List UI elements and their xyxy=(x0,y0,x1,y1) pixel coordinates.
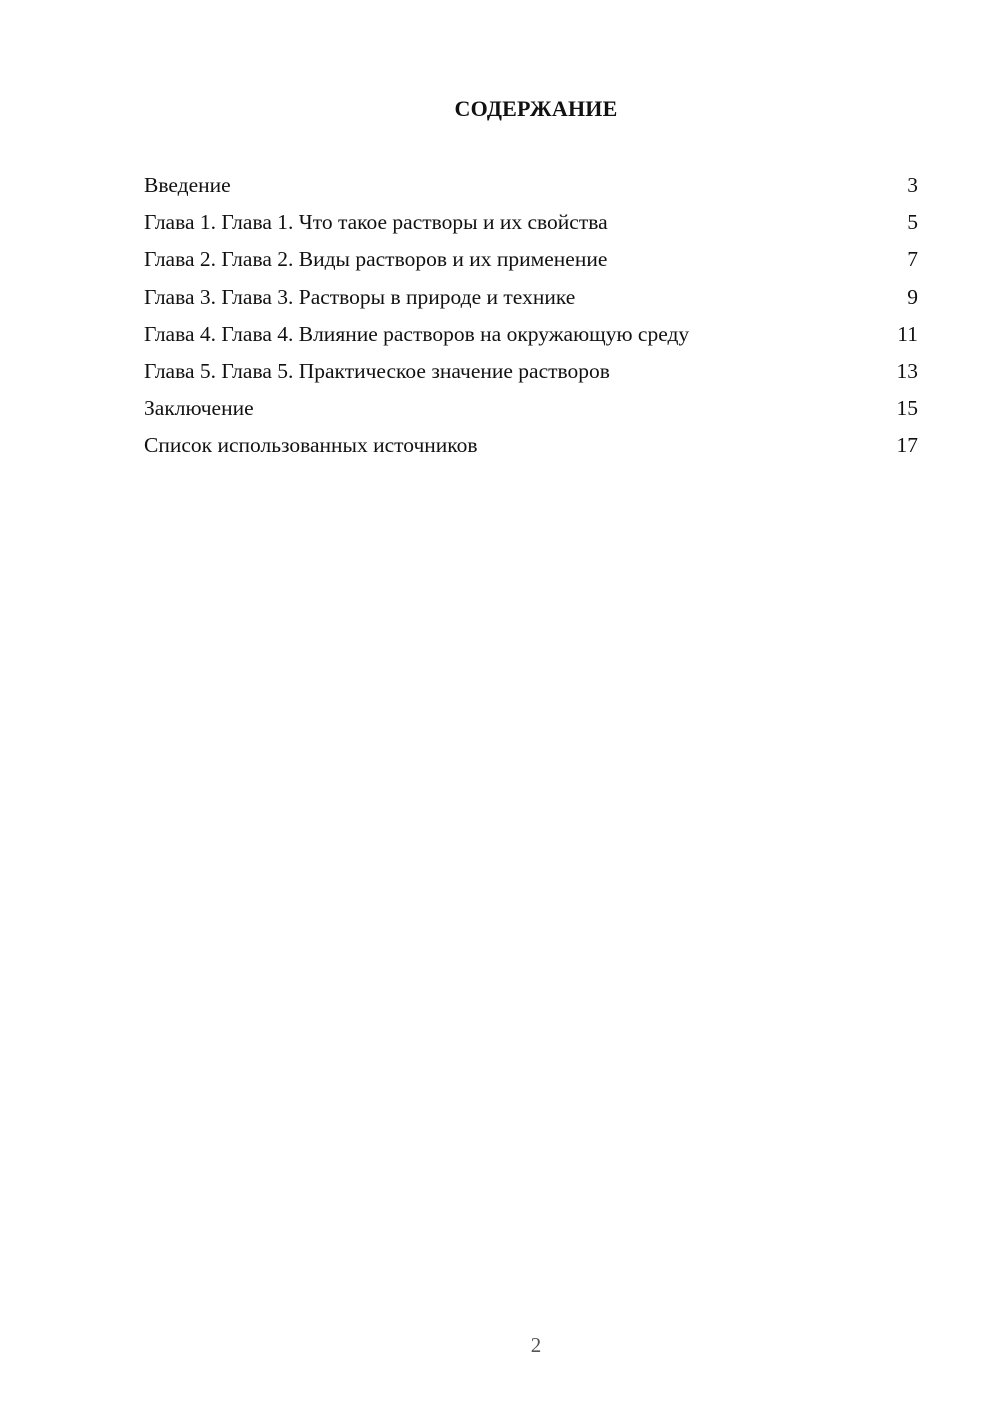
toc-title: СОДЕРЖАНИЕ xyxy=(454,96,618,121)
toc-entry-label: Список использованных источников xyxy=(144,433,478,458)
page-number: 2 xyxy=(530,1333,542,1357)
toc-entry-page: 3 xyxy=(907,173,918,197)
toc-entry-chapter-2 xyxy=(144,244,918,281)
toc-entry-label: Глава 4. Глава 4. Влияние растворов на окружающую среду xyxy=(144,321,690,346)
toc-entry-conclusion xyxy=(144,393,918,430)
toc-entry-label: Глава 1. Глава 1. Что такое растворы и их свойства xyxy=(144,210,608,235)
toc-entry-page: 11 xyxy=(897,321,918,346)
toc-entry-chapter-5 xyxy=(144,356,918,393)
toc-entry-page: 7 xyxy=(907,247,918,272)
toc-entry-label: Глава 3. Глава 3. Растворы в природе и технике xyxy=(144,284,576,309)
toc-entry-introduction xyxy=(144,170,918,207)
table-of-contents xyxy=(144,170,918,468)
toc-entry-page: 9 xyxy=(907,284,918,309)
toc-entry-references xyxy=(144,430,918,467)
toc-entry-chapter-3 xyxy=(144,282,918,319)
toc-entry-label: Заключение xyxy=(144,396,254,421)
toc-entry-chapter-1 xyxy=(144,207,918,244)
toc-entry-label: Введение xyxy=(144,173,231,197)
toc-entry-page: 5 xyxy=(907,210,918,235)
toc-entry-page: 17 xyxy=(896,433,918,458)
toc-entry-label: Глава 5. Глава 5. Практическое значение растворов xyxy=(144,358,610,383)
toc-entry-page: 13 xyxy=(896,358,918,383)
toc-entry-page: 15 xyxy=(896,396,918,421)
toc-entry-label: Глава 2. Глава 2. Виды растворов и их применение xyxy=(144,247,608,272)
toc-entry-chapter-4 xyxy=(144,319,918,356)
